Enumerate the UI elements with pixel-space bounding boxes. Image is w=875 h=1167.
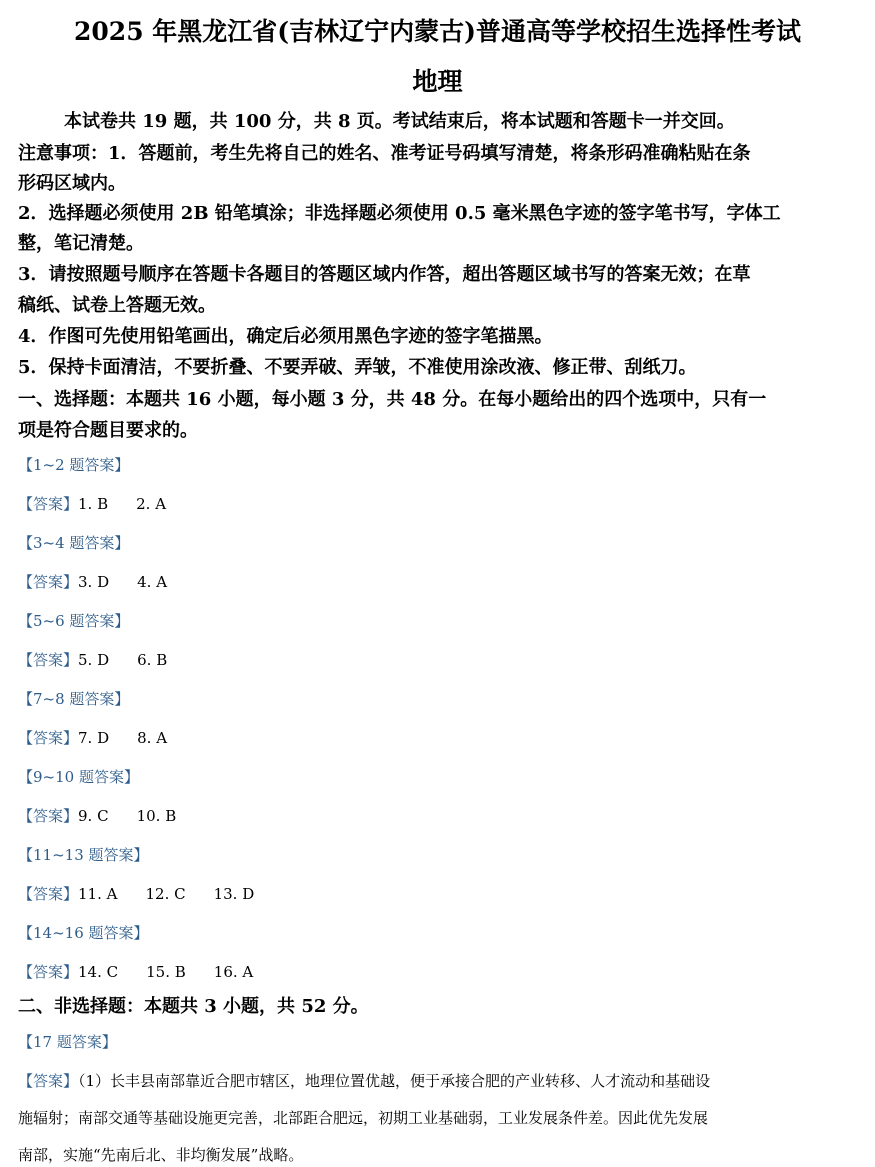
answer-tag: 【答案】	[18, 963, 79, 981]
answer-value: 13. D	[213, 885, 255, 903]
answer-value: 9. C	[78, 807, 109, 825]
note-line: 形码区域内。	[18, 173, 126, 194]
answer-value: 14. C	[78, 963, 119, 981]
section1-heading-cont: 项是符合题目要求的。	[18, 420, 198, 441]
subject-title: 地理	[412, 67, 463, 96]
answer-group-header: 【9~10 题答案】	[18, 768, 139, 786]
answer-value: 6. B	[137, 651, 168, 669]
answer-value: 10. B	[136, 807, 177, 825]
answer-tag: 【答案】	[18, 807, 79, 825]
answer-group-header: 【5~6 题答案】	[18, 612, 130, 630]
answer-row	[18, 494, 194, 514]
answer-tag: 【答案】	[18, 495, 79, 513]
note-line: 整，笔记清楚。	[18, 233, 144, 254]
q17-header: 【17 题答案】	[18, 1033, 117, 1051]
answer-row	[18, 962, 281, 982]
answer-value: 16. A	[213, 963, 254, 981]
q17-answer-line: 施辐射；南部交通等基础设施更完善，北部距合肥远，初期工业基础弱，工业发展条件差。因此优先发展	[18, 1109, 709, 1127]
answer-row	[18, 650, 195, 670]
note-line: 5．保持卡面清洁，不要折叠、不要弄破、弄皱，不准使用涂改液、修正带、刮纸刀。	[18, 357, 697, 378]
answer-group-header: 【11~13 题答案】	[18, 846, 149, 864]
answer-row	[18, 806, 204, 826]
q17-answer-line	[18, 1071, 710, 1091]
answer-group-header: 【7~8 题答案】	[18, 690, 130, 708]
answer-tag: 【答案】	[18, 1072, 79, 1090]
intro-text: 本试卷共 19 题，共 100 分，共 8 页。考试结束后，将本试题和答题卡一并交回。	[64, 111, 735, 132]
answer-group-header: 【14~16 题答案】	[18, 924, 149, 942]
answer-group-header: 【1~2 题答案】	[18, 456, 130, 474]
answer-tag: 【答案】	[18, 651, 79, 669]
page-title: 2025 年黑龙江省(吉林辽宁内蒙古)普通高等学校招生选择性考试	[74, 17, 801, 46]
q17-answer-line: 南部，实施“先南后北、非均衡发展”战略。	[18, 1146, 304, 1164]
answer-value: 12. C	[145, 885, 186, 903]
answer-group-header: 【3~4 题答案】	[18, 534, 130, 552]
answer-value: 1. B	[78, 495, 109, 513]
answer-value: 5. D	[78, 651, 110, 669]
section1-heading: 一、选择题：本题共 16 小题，每小题 3 分，共 48 分。在每小题给出的四个选项中，只有一	[18, 389, 767, 410]
note-line: 注意事项：1．答题前，考生先将自己的姓名、准考证号码填写清楚，将条形码准确粘贴在条	[18, 143, 751, 164]
note-line: 2．选择题必须使用 2B 铅笔填涂；非选择题必须使用 0.5 毫米黑色字迹的签字笔书写，字体工	[18, 203, 781, 224]
answer-value: 8. A	[137, 729, 168, 747]
answer-row	[18, 884, 282, 904]
answer-value: 4. A	[137, 573, 168, 591]
answer-value: 11. A	[78, 885, 118, 903]
answer-row	[18, 728, 195, 748]
answer-tag: 【答案】	[18, 573, 79, 591]
answer-value: 2. A	[136, 495, 167, 513]
answer-row	[18, 572, 195, 592]
note-line: 稿纸、试卷上答题无效。	[18, 295, 216, 316]
answer-tag: 【答案】	[18, 729, 79, 747]
answer-value: 15. B	[146, 963, 186, 981]
note-line: 3．请按照题号顺序在答题卡各题目的答题区域内作答，超出答题区域书写的答案无效；在草	[18, 264, 751, 285]
answer-value: 3. D	[78, 573, 110, 591]
note-line: 4．作图可先使用铅笔画出，确定后必须用黑色字迹的签字笔描黑。	[18, 326, 553, 347]
section2-heading: 二、非选择题：本题共 3 小题，共 52 分。	[18, 996, 369, 1017]
answer-tag: 【答案】	[18, 885, 79, 903]
q17-text: （1）长丰县南部靠近合肥市辖区，地理位置优越，便于承接合肥的产业转移、人才流动和基础设	[78, 1072, 711, 1090]
answer-value: 7. D	[78, 729, 110, 747]
